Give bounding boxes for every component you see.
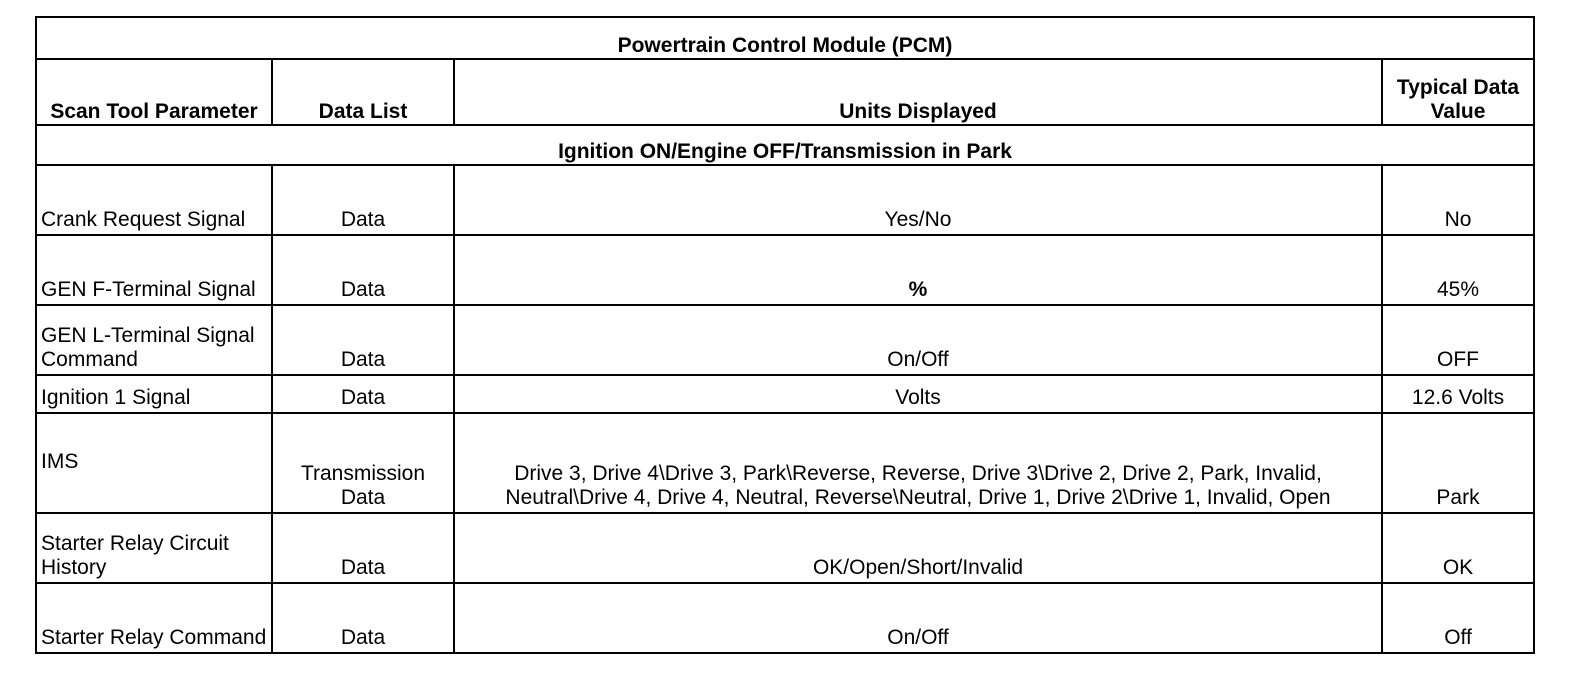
header-data-list: Data List xyxy=(272,59,454,125)
cell-typical: Park xyxy=(1382,413,1534,513)
cell-parameter: Starter Relay Command xyxy=(36,583,272,653)
cell-parameter: GEN F-Terminal Signal xyxy=(36,235,272,305)
table-row xyxy=(36,375,1534,413)
header-row xyxy=(36,59,1534,125)
cell-typical: 12.6 Volts xyxy=(1382,375,1534,413)
cell-units: % xyxy=(454,235,1382,305)
cell-parameter: Crank Request Signal xyxy=(36,165,272,235)
section-row xyxy=(36,125,1534,165)
cell-typical: No xyxy=(1382,165,1534,235)
cell-units: On/Off xyxy=(454,305,1382,375)
cell-data-list: Data xyxy=(272,235,454,305)
table-title-row xyxy=(36,17,1534,59)
table-row xyxy=(36,165,1534,235)
table-row xyxy=(36,235,1534,305)
cell-units: OK/Open/Short/Invalid xyxy=(454,513,1382,583)
cell-units: Drive 3, Drive 4\Drive 3, Park\Reverse, Reverse, Drive 3\Drive 2, Drive 2, Park, Invalid, Neutral\Drive 4, Drive 4, Neutral, Reverse\Neutral, Drive 1, Drive 2\Drive 1, Invalid, Open xyxy=(454,413,1382,513)
cell-data-list: Data xyxy=(272,583,454,653)
cell-typical: Off xyxy=(1382,583,1534,653)
cell-typical: OK xyxy=(1382,513,1534,583)
cell-units: Volts xyxy=(454,375,1382,413)
cell-data-list: Transmission Data xyxy=(272,413,454,513)
cell-units: On/Off xyxy=(454,583,1382,653)
cell-typical: 45% xyxy=(1382,235,1534,305)
table-title: Powertrain Control Module (PCM) xyxy=(36,17,1534,59)
cell-typical: OFF xyxy=(1382,305,1534,375)
cell-data-list: Data xyxy=(272,513,454,583)
cell-data-list: Data xyxy=(272,305,454,375)
cell-data-list: Data xyxy=(272,165,454,235)
header-units: Units Displayed xyxy=(454,59,1382,125)
cell-parameter: Starter Relay Circuit History xyxy=(36,513,272,583)
table-row xyxy=(36,583,1534,653)
table-row xyxy=(36,305,1534,375)
header-typical: Typical Data Value xyxy=(1382,59,1534,125)
section-title: Ignition ON/Engine OFF/Transmission in Park xyxy=(36,125,1534,165)
table-row xyxy=(36,413,1534,513)
header-parameter: Scan Tool Parameter xyxy=(36,59,272,125)
cell-units: Yes/No xyxy=(454,165,1382,235)
cell-parameter: IMS xyxy=(36,413,272,513)
cell-parameter: GEN L-Terminal Signal Command xyxy=(36,305,272,375)
cell-data-list: Data xyxy=(272,375,454,413)
pcm-table xyxy=(35,16,1535,654)
cell-parameter: Ignition 1 Signal xyxy=(36,375,272,413)
table-row xyxy=(36,513,1534,583)
